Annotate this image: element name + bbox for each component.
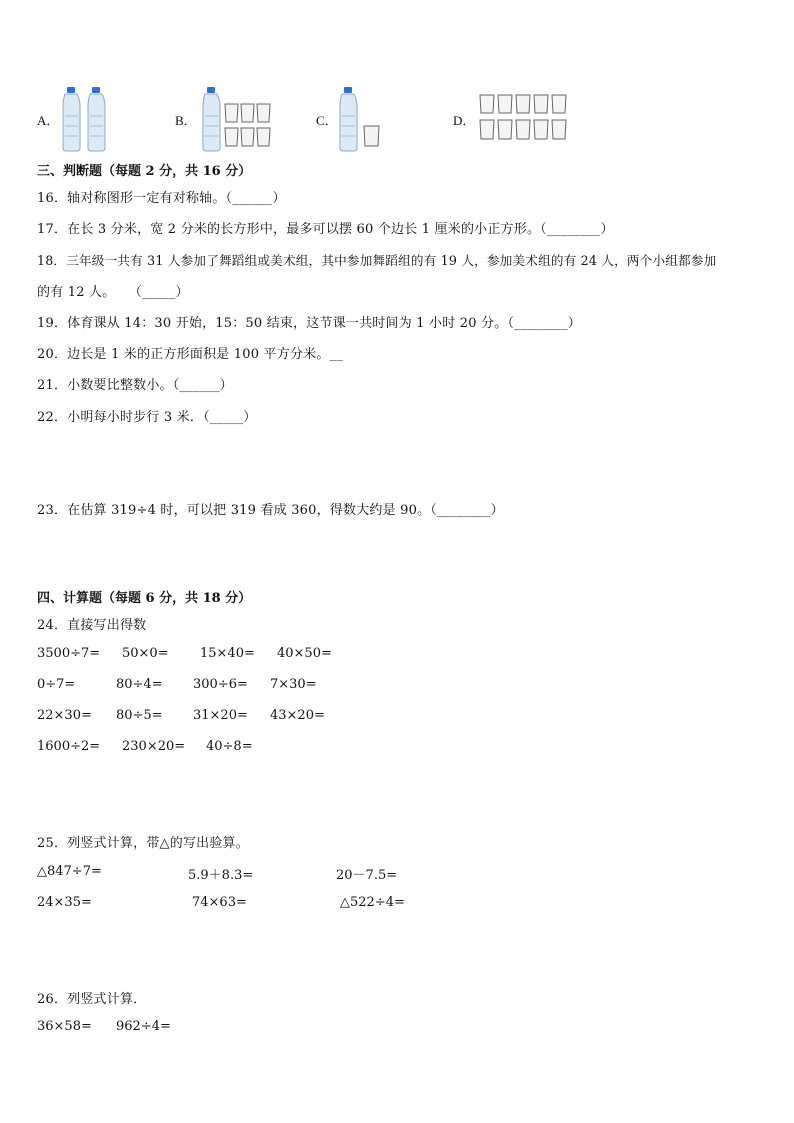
option-a-label: A． bbox=[37, 113, 60, 128]
cup-icon bbox=[364, 126, 379, 146]
option-d-label: D． bbox=[453, 113, 476, 128]
question-18-line-2: 的有 12 人。 （_____） bbox=[37, 285, 189, 300]
bottle-icon bbox=[63, 87, 80, 151]
section-4-heading: 四、计算题（每题 6 分，共 18 分） bbox=[37, 591, 252, 606]
question-25: 25．列竖式计算，带△的写出验算。 bbox=[37, 836, 249, 851]
option-a-bottles-image bbox=[60, 86, 110, 152]
calc-item: 80÷5= bbox=[116, 708, 163, 723]
question-20: 20．边长是 1 米的正方形面积是 100 平方分米。__ bbox=[37, 347, 343, 362]
calc-item: 36×58= bbox=[37, 1019, 92, 1034]
question-26: 26．列竖式计算． bbox=[37, 992, 147, 1007]
question-18-line-1: 18．三年级一共有 31 人参加了舞蹈组或美术组，其中参加舞蹈组的有 19 人，参加美术组的有 24 人，两个小组都参加 bbox=[37, 253, 717, 268]
bottle-icon bbox=[340, 87, 357, 151]
calc-item: △522÷4= bbox=[340, 895, 405, 910]
calc-item: 230×20= bbox=[122, 739, 186, 754]
calc-item: 3500÷7= bbox=[37, 646, 101, 661]
calc-item: 40×50= bbox=[277, 646, 332, 661]
calc-item: 0÷7= bbox=[37, 677, 76, 692]
calc-item: △847÷7= bbox=[37, 864, 102, 879]
calc-item: 300÷6= bbox=[193, 677, 248, 692]
calc-item: 40÷8= bbox=[206, 739, 253, 754]
question-23: 23．在估算 319÷4 时，可以把 319 看成 360，得数大约是 90。（________） bbox=[37, 503, 504, 518]
calc-item: 31×20= bbox=[193, 708, 248, 723]
option-c-label: C． bbox=[316, 113, 338, 128]
calc-item: 24×35= bbox=[37, 895, 92, 910]
calc-item: 43×20= bbox=[270, 708, 325, 723]
option-d-cups-image bbox=[478, 92, 574, 144]
calc-item: 80÷4= bbox=[116, 677, 163, 692]
question-16: 16．轴对称图形一定有对称轴。（______） bbox=[37, 191, 286, 206]
question-17: 17．在长 3 分米，宽 2 分米的长方形中，最多可以摆 60 个边长 1 厘米的小正方形。（________） bbox=[37, 222, 614, 237]
calc-item: 15×40= bbox=[200, 646, 255, 661]
calc-item: 7×30= bbox=[270, 677, 317, 692]
calc-item: 962÷4= bbox=[116, 1019, 171, 1034]
calc-item: 22×30= bbox=[37, 708, 92, 723]
section-3-heading: 三、判断题（每题 2 分，共 16 分） bbox=[37, 164, 252, 179]
option-b-label: B． bbox=[175, 113, 197, 128]
option-c-bottle-cup-image bbox=[337, 86, 387, 152]
question-21: 21．小数要比整数小。（______） bbox=[37, 378, 233, 393]
question-24: 24．直接写出得数 bbox=[37, 618, 147, 633]
calc-item: 50×0= bbox=[122, 646, 169, 661]
calc-item: 5.9＋8.3= bbox=[188, 868, 254, 883]
bottle-icon bbox=[203, 87, 220, 151]
calc-item: 20－7.5= bbox=[336, 868, 398, 883]
question-19: 19．体育课从 14：30 开始，15：50 结束，这节课一共时间为 1 小时 20 分。（________） bbox=[37, 316, 581, 331]
question-22: 22．小明每小时步行 3 米．（_____） bbox=[37, 410, 257, 425]
bottle-icon bbox=[88, 87, 105, 151]
calc-item: 74×63= bbox=[192, 895, 247, 910]
option-b-bottle-cups-image bbox=[200, 86, 280, 152]
calc-item: 1600÷2= bbox=[37, 739, 101, 754]
